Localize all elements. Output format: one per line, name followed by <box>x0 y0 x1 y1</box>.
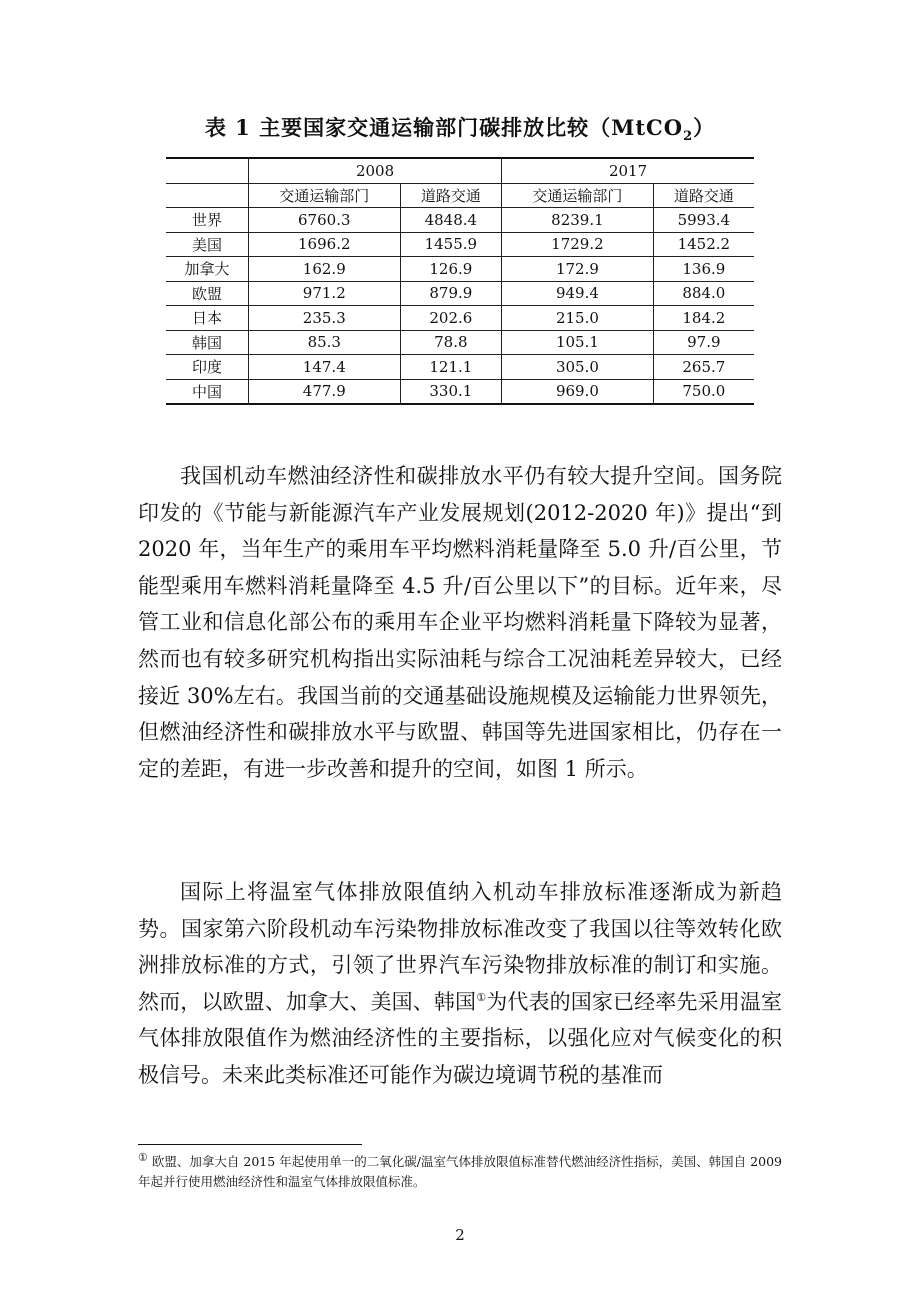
row-value: 1729.2 <box>502 232 654 257</box>
row-value: 147.4 <box>249 355 401 380</box>
col-header-transport-2017: 交通运输部门 <box>502 183 654 208</box>
row-country: 中国 <box>166 379 249 404</box>
table-row <box>166 306 754 331</box>
table-row <box>166 281 754 306</box>
row-value: 949.4 <box>502 281 654 306</box>
caption-text: 表 1 主要国家交通运输部门碳排放比较（MtCO <box>204 115 684 140</box>
row-value: 85.3 <box>249 330 401 355</box>
row-value: 202.6 <box>400 306 502 331</box>
row-value: 330.1 <box>400 379 502 404</box>
table-row <box>166 208 754 233</box>
row-value: 121.1 <box>400 355 502 380</box>
row-value: 136.9 <box>653 257 754 282</box>
footnote-marker: ① <box>138 1151 148 1164</box>
table-row <box>166 232 754 257</box>
paragraph-2-part-1: 国际上将温室气体排放限值纳入机动车排放标准逐渐成为新趋势。国家第六阶段机动车污染物排放标准改变了我国以往等效转化欧洲排放标准的方式，引领了世界汽车污染物排放标准的制订和实施。然而，以欧盟、加拿大、美国、韩国 <box>138 880 782 1014</box>
footnote-reference[interactable]: ① <box>476 990 487 1004</box>
row-value: 1696.2 <box>249 232 401 257</box>
row-value: 969.0 <box>502 379 654 404</box>
row-value: 172.9 <box>502 257 654 282</box>
table-corner-cell <box>166 183 249 208</box>
paragraph-fuel-economy: 我国机动车燃油经济性和碳排放水平仍有较大提升空间。国务院印发的《节能与新能源汽车产业发展规划(2012-2020 年)》提出“到 2020 年，当年生产的乘用车平均燃料消耗量降至 5.0 升/百公里，节能型乘用车燃料消耗量降至 4.5 升/百公里以下”的目标。近年来，尽管工业和信息化部公布的乘用车企业平均燃料消耗量下降较为显著，然而也有较多研究机构指出实际油耗与综合工况油耗差异较大，已经接近 30%左右。我国当前的交通基础设施规模及运输能力世界领先，但燃油经济性和碳排放水平与欧盟、韩国等先进国家相比，仍存在一定的差距，有进一步改善和提升的空间，如图 1 所示。 <box>138 464 782 781</box>
row-country: 加拿大 <box>166 257 249 282</box>
col-header-transport-2008: 交通运输部门 <box>249 183 401 208</box>
row-value: 215.0 <box>502 306 654 331</box>
row-value: 6760.3 <box>249 208 401 233</box>
table-row <box>166 330 754 355</box>
row-value: 8239.1 <box>502 208 654 233</box>
table-row <box>166 257 754 282</box>
year-header-2017: 2017 <box>502 158 754 183</box>
row-value: 5993.4 <box>653 208 754 233</box>
row-value: 126.9 <box>400 257 502 282</box>
table-year-row <box>166 158 754 183</box>
paragraph-ghg-standards <box>138 874 782 1094</box>
row-value: 1452.2 <box>653 232 754 257</box>
row-value: 235.3 <box>249 306 401 331</box>
row-value: 305.0 <box>502 355 654 380</box>
row-country: 欧盟 <box>166 281 249 306</box>
row-country: 世界 <box>166 208 249 233</box>
table-body <box>166 208 754 405</box>
caption-subscript: 2 <box>683 129 694 145</box>
table-corner-cell <box>166 158 249 183</box>
row-value: 1455.9 <box>400 232 502 257</box>
row-country: 印度 <box>166 355 249 380</box>
page-number: 2 <box>455 1226 465 1244</box>
row-country: 韩国 <box>166 330 249 355</box>
row-value: 105.1 <box>502 330 654 355</box>
table-caption <box>0 112 920 144</box>
row-value: 477.9 <box>249 379 401 404</box>
col-header-road-2017: 道路交通 <box>653 183 754 208</box>
row-country: 日本 <box>166 306 249 331</box>
paragraph-2-part-2: 为代表的国家已经率先采用温室气体排放限值作为燃油经济性的主要指标，以强化应对气候变化的积极信号。未来此类标准还可能作为碳边境调节税的基准而 <box>138 989 782 1087</box>
table-row <box>166 379 754 404</box>
row-value: 184.2 <box>653 306 754 331</box>
row-value: 750.0 <box>653 379 754 404</box>
row-value: 884.0 <box>653 281 754 306</box>
caption-close: ） <box>693 115 716 140</box>
row-value: 97.9 <box>653 330 754 355</box>
year-header-2008: 2008 <box>249 158 502 183</box>
row-value: 4848.4 <box>400 208 502 233</box>
footnote-text: 欧盟、加拿大自 2015 年起使用单一的二氧化碳/温室气体排放限值标准替代燃油经济性指标，美国、韩国自 2009 年起并行使用燃油经济性和温室气体排放限值标准。 <box>138 1154 782 1189</box>
table-column-header-row <box>166 183 754 208</box>
row-value: 162.9 <box>249 257 401 282</box>
footnote-separator <box>138 1144 362 1145</box>
row-value: 78.8 <box>400 330 502 355</box>
emissions-table <box>166 157 754 405</box>
table-row <box>166 355 754 380</box>
row-value: 971.2 <box>249 281 401 306</box>
footnote <box>138 1152 782 1192</box>
row-country: 美国 <box>166 232 249 257</box>
row-value: 265.7 <box>653 355 754 380</box>
row-value: 879.9 <box>400 281 502 306</box>
col-header-road-2008: 道路交通 <box>400 183 502 208</box>
